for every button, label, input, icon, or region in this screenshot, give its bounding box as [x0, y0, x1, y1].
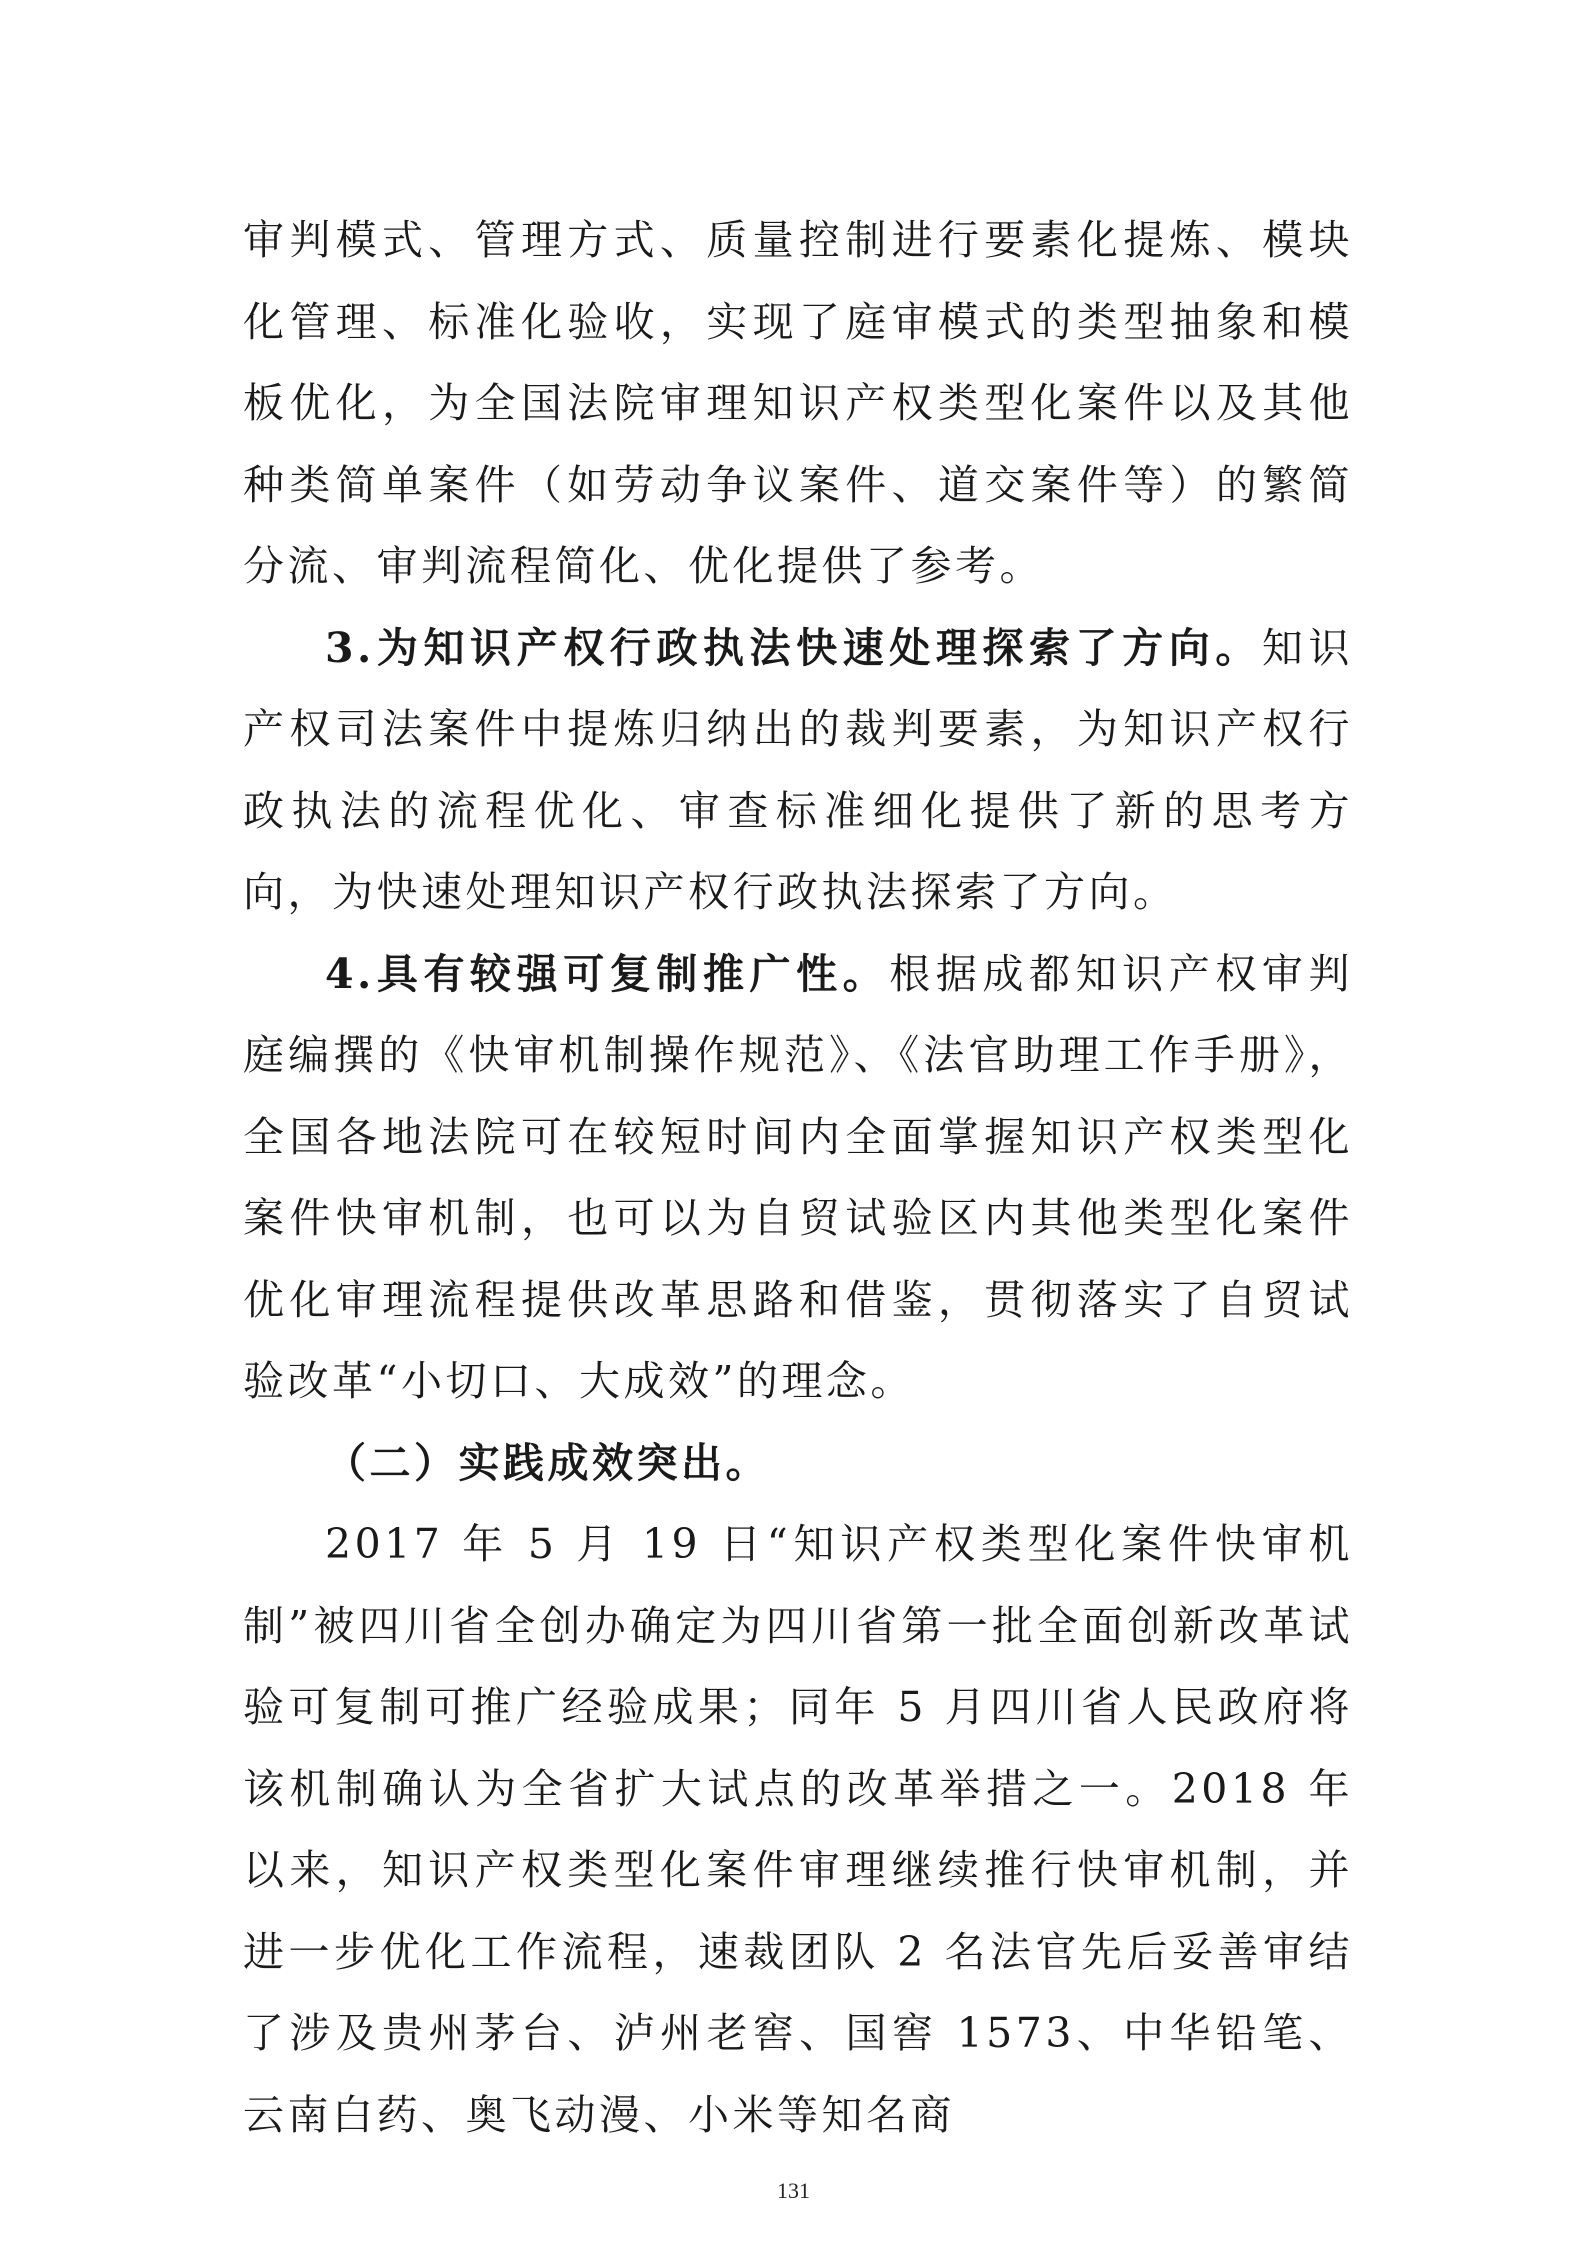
paragraph-text: 审判模式、管理方式、质量控制进行要素化提炼、模块化管理、标准化验收，实现了庭审模式的类型抽象和模板优化，为全国法院审理知识产权类型化案件以及其他种类简单案件（如劳动争议案件、道交案件等）的繁简分流、审判流程简化、优化提供了参考。	[243, 216, 1353, 590]
page-number: 131	[777, 2178, 810, 2203]
paragraph-point-3	[243, 608, 1353, 934]
paragraph-continuation	[243, 200, 1353, 608]
paragraph-point-4	[243, 934, 1353, 1423]
paragraph-lead-bold: 4.具有较强可复制推广性。	[325, 949, 890, 998]
paragraph-practice-results	[243, 1504, 1353, 2156]
paragraph-text: 2017 年 5 月 19 日“知识产权类型化案件快审机制”被四川省全创办确定为四川省第一批全面创新改革试验可复制可推广经验成果；同年 5 月四川省人民政府将该机制确认为全省扩大试点的改革举措之一。2018 年以来，知识产权类型化案件审理继续推行快审机制，并进一步优化工作流程，速裁团队 2 名法官先后妥善审结了涉及贵州茅台、泸州老窖、国窖 1573、中华铅笔、云南白药、奥飞动漫、小米等知名商	[243, 1520, 1353, 2139]
section-heading: （二）实践成效突出。	[325, 1438, 770, 1487]
paragraph-text: 知识产权司法案件中提炼归纳出的裁判要素，为知识产权行政执法的流程优化、审查标准细化提供了新的思考方向，为快速处理知识产权行政执法探索了方向。	[243, 623, 1354, 916]
paragraph-text: 根据成都知识产权审判庭编撰的《快审机制操作规范》、《法官助理工作手册》，全国各地法院可在较短时间内全面掌握知识产权类型化案件快审机制，也可以为自贸试验区内其他类型化案件优化审理流程提供改革思路和借鉴，贯彻落实了自贸试验改革“小切口、大成效”的理念。	[243, 949, 1353, 1405]
paragraph-lead-bold: 3.为知识产权行政执法快速处理探索了方向。	[325, 623, 1262, 672]
document-body	[243, 200, 1353, 2156]
